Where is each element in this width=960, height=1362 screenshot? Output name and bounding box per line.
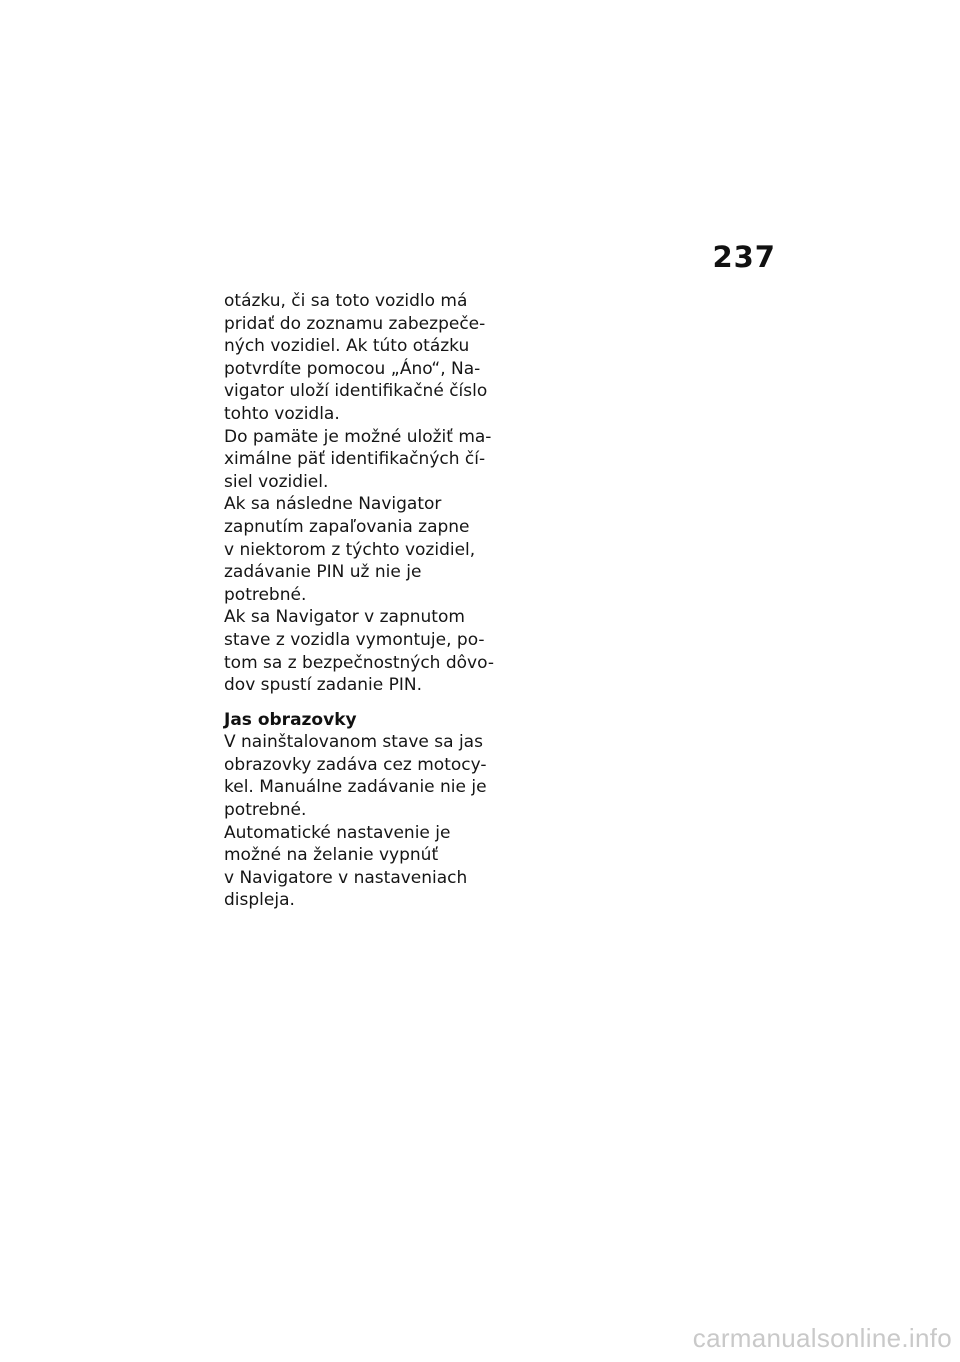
paragraph-block-1 xyxy=(224,290,514,697)
text-line: potrebné. xyxy=(224,584,307,605)
text-line: ximálne päť identifikačných čí- xyxy=(224,449,486,470)
text-line: kel. Manuálne zadávanie nie je xyxy=(224,777,487,798)
text-line: zapnutím zapaľovania zapne xyxy=(224,516,470,537)
watermark: carmanualsonline.info xyxy=(692,1323,952,1353)
text-line: v Navigatore v nastaveniach xyxy=(224,867,468,888)
page-number: 237 xyxy=(712,240,776,274)
text-line: možné na želanie vypnúť xyxy=(224,845,439,866)
section-heading: Jas obrazovky xyxy=(224,709,357,730)
text-line: vigator uloží identifikačné číslo xyxy=(224,381,488,402)
text-column xyxy=(224,290,514,912)
paragraph-block-2 xyxy=(224,731,514,912)
text-line: Automatické nastavenie je xyxy=(224,822,451,843)
text-line: v niektorom z týchto vozidiel, xyxy=(224,539,476,560)
text-line: dov spustí zadanie PIN. xyxy=(224,675,423,696)
text-line: Ak sa Navigator v zapnutom xyxy=(224,607,465,628)
text-line: tohto vozidla. xyxy=(224,403,340,424)
text-line: Ak sa následne Navigator xyxy=(224,494,442,515)
text-line: V nainštalovanom stave sa jas xyxy=(224,732,483,753)
text-line: potrebné. xyxy=(224,800,307,821)
text-line: zadávanie PIN už nie je xyxy=(224,562,422,583)
text-line: potvrdíte pomocou „Áno“, Na- xyxy=(224,358,481,379)
text-line: pridať do zoznamu zabezpeče- xyxy=(224,313,486,334)
text-line: Do pamäte je možné uložiť ma- xyxy=(224,426,492,447)
text-line: otázku, či sa toto vozidlo má xyxy=(224,291,468,311)
text-line: ných vozidiel. Ak túto otázku xyxy=(224,336,470,357)
text-line: stave z vozidla vymontuje, po- xyxy=(224,629,485,650)
text-line: siel vozidiel. xyxy=(224,471,329,492)
text-line: tom sa z bezpečnostných dôvo- xyxy=(224,652,494,673)
text-line: obrazovky zadáva cez motocy- xyxy=(224,754,487,775)
text-line: displeja. xyxy=(224,890,295,911)
